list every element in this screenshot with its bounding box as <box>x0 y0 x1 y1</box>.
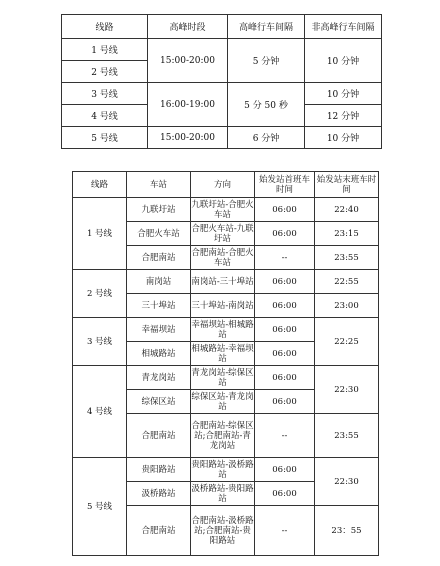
first-train-cell: 06:00 <box>255 366 315 390</box>
header-cell: 高峰行车间隔 <box>228 15 305 39</box>
first-train-cell: -- <box>255 246 315 270</box>
last-train-cell: 22:25 <box>315 318 379 366</box>
direction-cell: 合肥南站-汲桥路站;合肥南站-贵阳路站 <box>191 506 255 556</box>
direction-cell: 合肥南站-合肥火车站 <box>191 247 254 268</box>
direction-cell: 合肥火车站-九联圩站 <box>191 223 254 244</box>
station-cell: 三十埠站 <box>127 294 191 318</box>
table-row <box>62 39 382 61</box>
table-row <box>73 318 379 342</box>
timetable <box>72 171 379 556</box>
first-train-cell: -- <box>255 506 315 556</box>
first-train-cell: 06:00 <box>255 482 315 506</box>
header-cell: 方向 <box>191 172 255 198</box>
direction-cell: 三十埠站-南岗站 <box>191 294 255 318</box>
last-train-cell: 23:55 <box>315 414 379 458</box>
direction-cell: 汲桥路站-贵阳路站 <box>191 483 254 504</box>
line-cell: 3 号线 <box>62 83 148 105</box>
header-cell: 线路 <box>73 172 127 198</box>
first-train-cell: 06:00 <box>255 222 315 246</box>
station-cell: 合肥南站 <box>127 414 191 458</box>
direction-cell: 南岗站-三十埠站 <box>191 270 255 294</box>
station-cell: 合肥火车站 <box>127 222 191 246</box>
first-train-cell: 06:00 <box>255 318 315 342</box>
line-cell: 1 号线 <box>73 198 127 270</box>
header-cell: 始发站首班车时间 <box>255 172 315 198</box>
direction-cell: 贵阳路站-汲桥路站 <box>191 459 254 480</box>
peak-interval-cell: 5 分 50 秒 <box>228 83 305 127</box>
line-cell: 4 号线 <box>73 366 127 458</box>
offpeak-interval-cell: 10 分钟 <box>305 39 382 83</box>
header-cell: 高峰时段 <box>148 15 228 39</box>
station-cell: 青龙岗站 <box>127 366 191 390</box>
offpeak-interval-cell: 10 分钟 <box>305 127 382 149</box>
peak-time-cell: 16:00-19:00 <box>148 83 228 127</box>
station-cell: 合肥南站 <box>127 246 191 270</box>
peak-time-cell: 15:00-20:00 <box>148 127 228 149</box>
station-cell: 南岗站 <box>127 270 191 294</box>
station-cell: 综保区站 <box>127 390 191 414</box>
line-cell: 4 号线 <box>62 105 148 127</box>
first-train-cell: 06:00 <box>255 390 315 414</box>
table-row <box>73 366 379 390</box>
station-cell: 合肥南站 <box>127 506 191 556</box>
header-cell: 始发站末班车时间 <box>315 172 379 198</box>
peak-interval-cell: 5 分钟 <box>228 39 305 83</box>
first-train-cell: 06:00 <box>255 342 315 366</box>
peak-interval-table <box>61 14 382 149</box>
last-train-cell: 23：55 <box>315 506 379 556</box>
table-header-row <box>73 172 379 198</box>
station-cell: 幸福坝站 <box>127 318 191 342</box>
offpeak-interval-cell: 12 分钟 <box>305 105 382 127</box>
first-train-cell: -- <box>255 414 315 458</box>
peak-time-cell: 15:00-20:00 <box>148 39 228 83</box>
line-cell: 1 号线 <box>62 39 148 61</box>
last-train-cell: 23:55 <box>315 246 379 270</box>
first-train-cell: 06:00 <box>255 458 315 482</box>
peak-interval-cell: 6 分钟 <box>228 127 305 149</box>
direction-cell: 相城路站-幸福坝站 <box>191 343 254 364</box>
line-cell: 5 号线 <box>62 127 148 149</box>
header-cell: 非高峰行车间隔 <box>305 15 382 39</box>
line-cell: 5 号线 <box>73 458 127 556</box>
last-train-cell: 22:30 <box>315 366 379 414</box>
line-cell: 2 号线 <box>62 61 148 83</box>
table-row <box>62 83 382 105</box>
line-cell: 3 号线 <box>73 318 127 366</box>
direction-cell: 综保区站-青龙岗站 <box>191 391 254 412</box>
line-cell: 2 号线 <box>73 270 127 318</box>
first-train-cell: 06:00 <box>255 294 315 318</box>
last-train-cell: 23:15 <box>315 222 379 246</box>
station-cell: 贵阳路站 <box>127 458 191 482</box>
table-row <box>73 270 379 294</box>
first-train-cell: 06:00 <box>255 198 315 222</box>
last-train-cell: 22:40 <box>315 198 379 222</box>
table-header-row <box>62 15 382 39</box>
station-cell: 相城路站 <box>127 342 191 366</box>
table-row <box>73 458 379 482</box>
header-cell: 线路 <box>62 15 148 39</box>
direction-cell: 幸福坝站-相城路站 <box>191 319 254 340</box>
last-train-cell: 23:00 <box>315 294 379 318</box>
table-row <box>62 127 382 149</box>
direction-cell: 合肥南站-综保区站;合肥南站-青龙岗站 <box>191 414 255 458</box>
station-cell: 汲桥路站 <box>127 482 191 506</box>
offpeak-interval-cell: 10 分钟 <box>305 83 382 105</box>
direction-cell: 青龙岗站-综保区站 <box>191 367 254 388</box>
station-cell: 九联圩站 <box>127 198 191 222</box>
table-row <box>73 198 379 222</box>
last-train-cell: 22:55 <box>315 270 379 294</box>
first-train-cell: 06:00 <box>255 270 315 294</box>
direction-cell: 九联圩站-合肥火车站 <box>191 199 254 220</box>
header-cell: 车站 <box>127 172 191 198</box>
last-train-cell: 22:30 <box>315 458 379 506</box>
